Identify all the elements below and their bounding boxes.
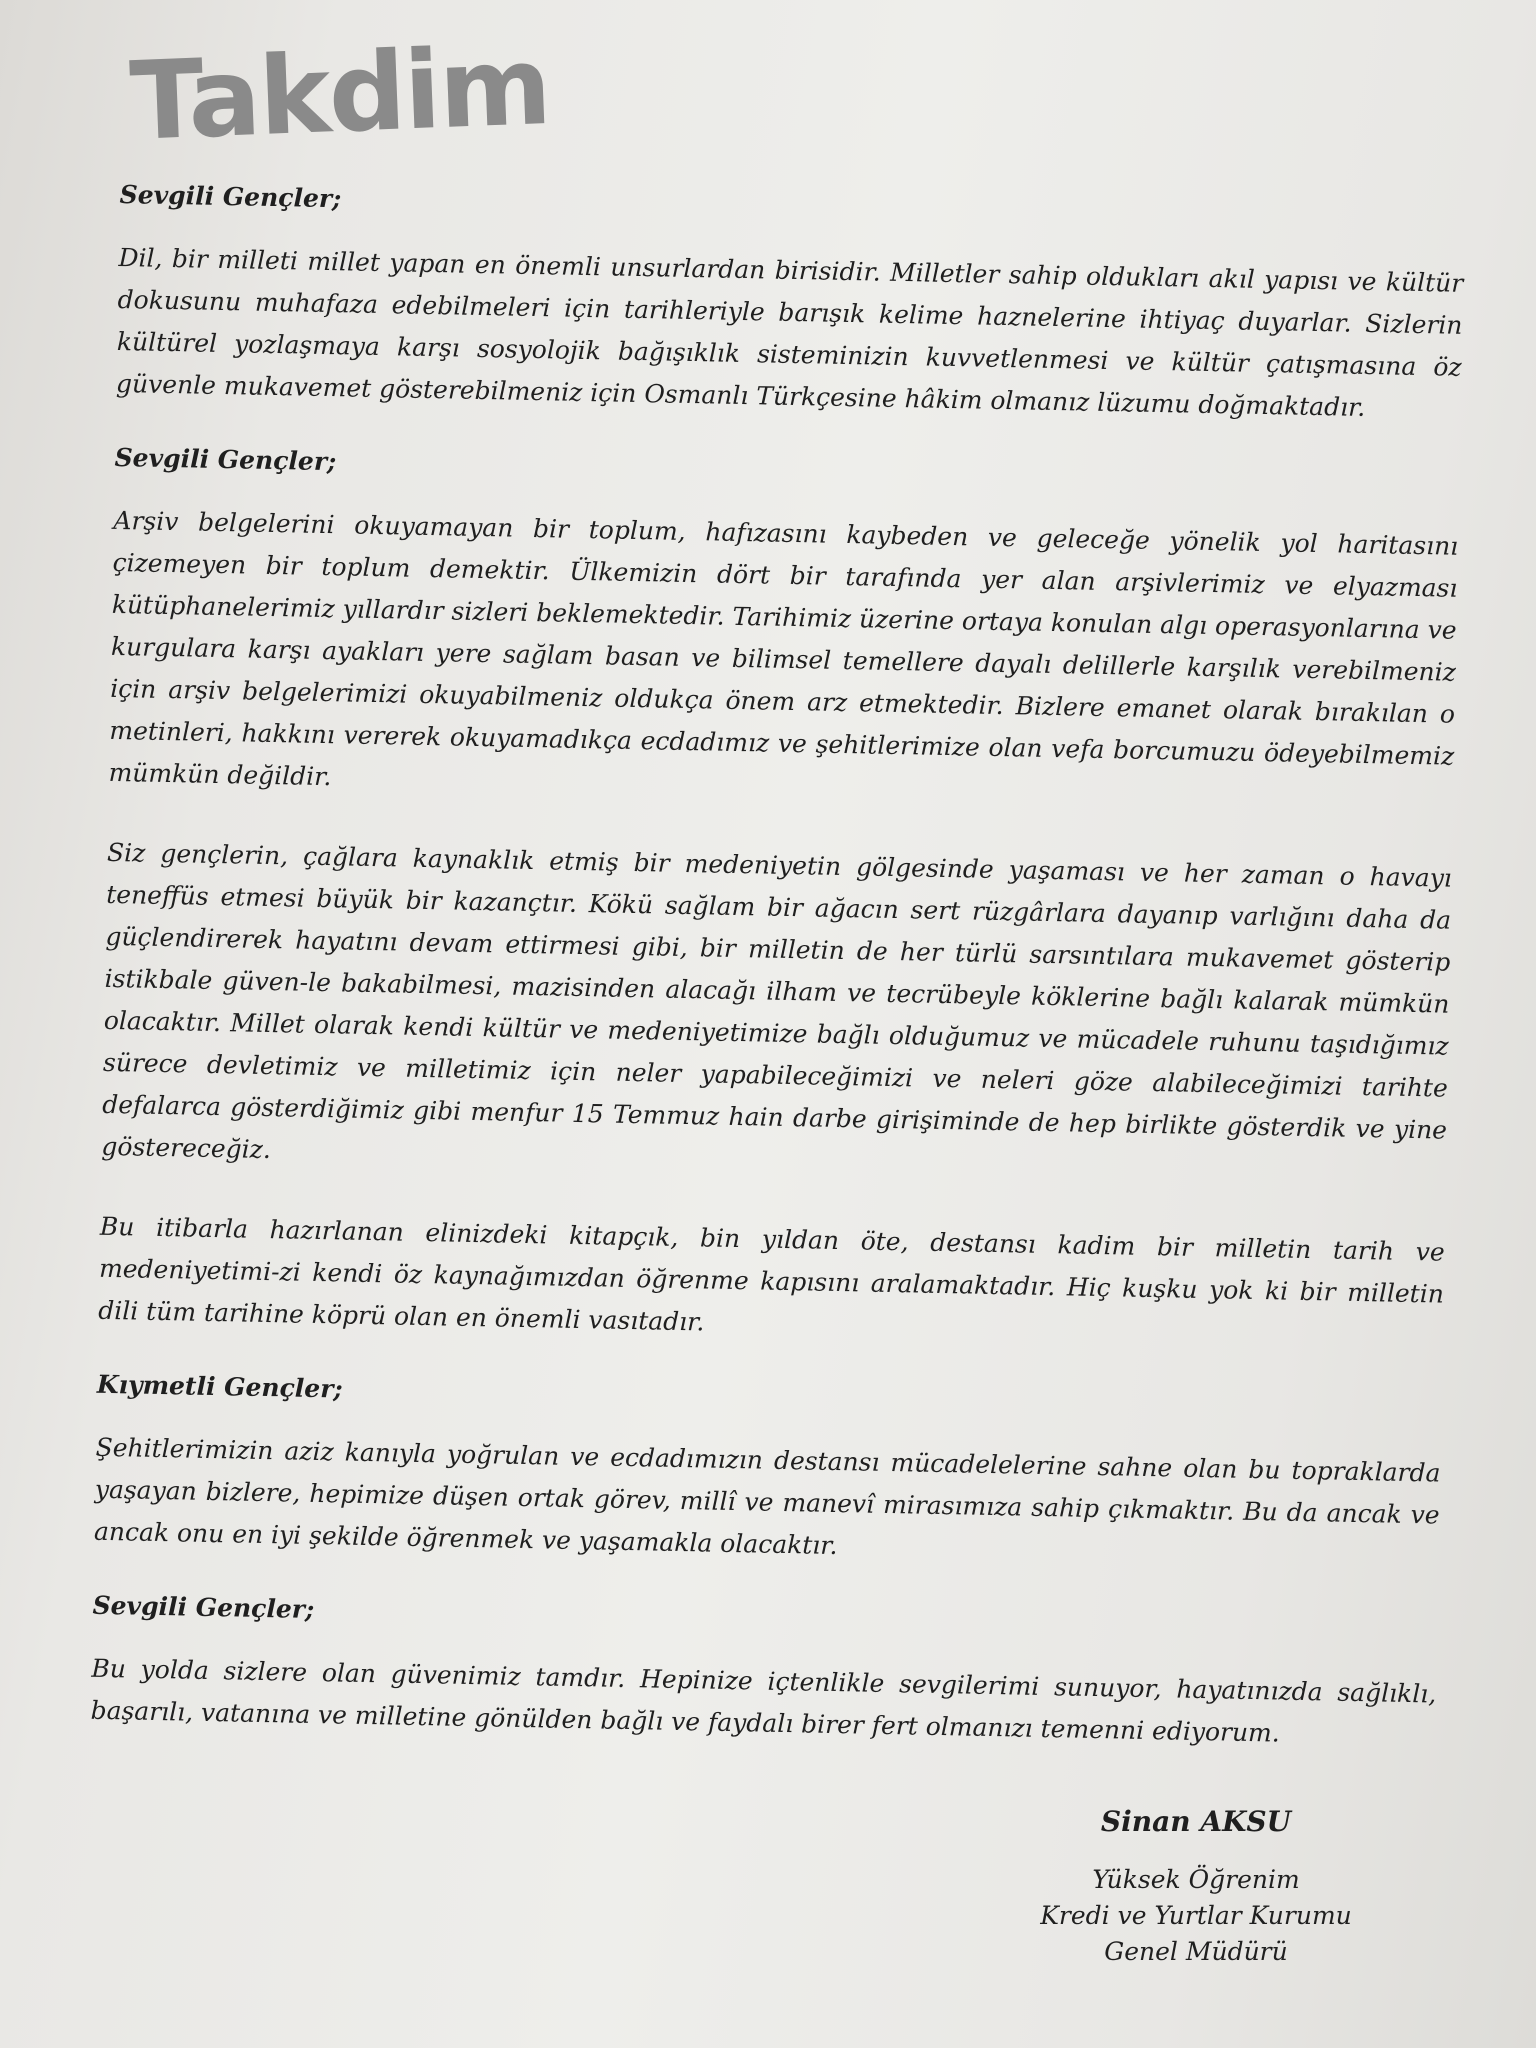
- signature-block: [1006, 1805, 1386, 1970]
- paragraph: Şehitlerimizin aziz kanıyla yoğrulan ve ecdadımızın destansı mücadelelerine sahne olan bu topraklarda yaşayan bizlere, hepimize düşen ortak görev, millî ve manevî mirasımıza sahip çıkmaktır. Bu da ancak ve ancak onu en iyi şekilde öğrenmek ve yaşamakla olacaktır.: [93, 1432, 1441, 1561]
- paragraph: Bu yolda sizlere olan güvenimiz tamdır. Hepinize içtenlikle sevgilerimi sunuyor, hayatınızda sağlıklı, başarılı, vatanına ve milletine gönülden bağlı ve faydalı birer fert olmanızı temenni ediyorum.: [90, 1653, 1437, 1748]
- signature-title-line: Yüksek Öğrenim: [1092, 1865, 1300, 1894]
- signature-name: Sinan AKSU: [1100, 1805, 1292, 1838]
- greeting: Sevgili Gençler;: [92, 1590, 315, 1624]
- section: [90, 1591, 1437, 1758]
- greeting: Kıymetli Gençler;: [96, 1369, 343, 1404]
- paragraph: Bu itibarla hazırlanan elinizdeki kitapçık, bin yıldan öte, destansı kadim bir milletin tarih ve medeniyetimi-zi kendi öz kaynağımızdan öğrenme kapısını aralamaktadır. Hiç kuşku yok ki bir milletin dili tüm tarihine köprü olan en önemli vasıtadır.: [98, 1211, 1445, 1337]
- letter-body: [89, 180, 1464, 1796]
- section: [116, 180, 1465, 431]
- greeting: Sevgili Gençler;: [114, 442, 337, 477]
- paragraph: Arşiv belgelerini okuyamayan bir toplum, hafızasını kaybeden ve geleceğe yönelik yol haritasını çizemeyen bir toplum demektir. Ülkemizin dört bir tarafında yer alan arşivlerimiz ve elyazması kütüphanelerimiz yıllardır sizleri beklemektedir. Tarihimiz üzerine ortaya konulan algı operasyonlarına ve kurgulara karşı ayakları yere sağlam basan ve bilimsel temellere dayalı delillerle karşılık verebilmeniz için arşiv belgelerimizi okuyabilmeniz oldukça önem arz etmektedir. Bizlere emanet olarak bırakılan o metinleri, hakkını vererek okuyamadıkça ecdadımız ve şehitlerimize olan vefa borcumuzu ödeyebilmemiz mümkün değildir.: [108, 505, 1459, 792]
- paragraph: Siz gençlerin, çağlara kaynaklık etmiş bir medeniyetin gölgesinde yaşaması ve her zaman o havayı teneffüs etmesi büyük bir kazançtır. Kökü sağlam bir ağacın sert rüzgârlara dayanıp varlığını daha da güçlendirerek hayatını devam ettirmesi gibi, bir milletin de her türlü sarsıntılara mukavemet gösterip istikbale güven-le bakabilmesi, mazisinden alacağı ilham ve tecrübeyle köklerine bağlı kalarak mümkün olacaktır. Millet olarak kendi kültür ve medeniyetimize bağlı olduğumuz ve mücadele ruhunu taşıdığımız sürece devletimiz ve milletimiz için neler yapabileceğimizi ve neleri göze alabileceğimizi tarihte defalarca gösterdiğimiz gibi menfur 15 Temmuz hain darbe girişiminde de hep birlikte gösterdik ve yine göstereceğiz.: [101, 837, 1453, 1165]
- page-title: Takdim: [128, 23, 552, 165]
- signature-title-line: Genel Müdürü: [1104, 1937, 1288, 1966]
- paragraph: Dil, bir milleti millet yapan en önemli unsurlardan birisidir. Milletler sahip oldukları akıl yapısı ve kültür dokusunu muhafaza edebilmeleri için tarihleriyle barışık kelime haznelerine ihtiyaç duyarlar. Sizlerin kültürel yozlaşmaya karşı sosyolojik bağışıklık sisteminizin kuvvetlenmesi ve kültür çatışmasına öz güvenle mukavemet gösterebilmeniz için Osmanlı Türkçesine hâkim olmanız lüzumu doğmaktadır.: [115, 242, 1464, 422]
- signature-title-line: Kredi ve Yurtlar Kurumu: [1040, 1901, 1352, 1930]
- section: [94, 1370, 1442, 1579]
- section: [98, 443, 1460, 1358]
- greeting: Sevgili Gençler;: [119, 180, 342, 214]
